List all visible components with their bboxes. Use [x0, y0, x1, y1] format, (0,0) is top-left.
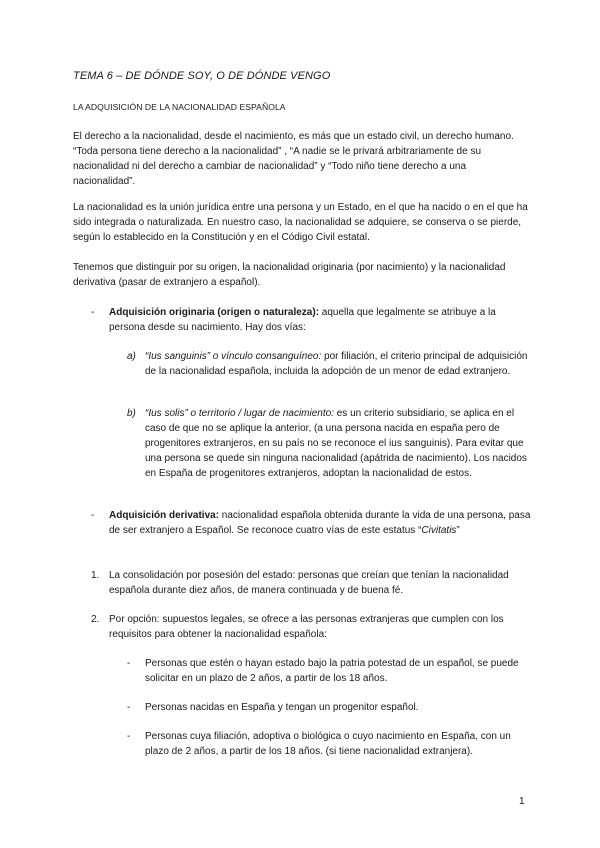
list-item-originaria [109, 305, 531, 335]
ius-solis-label: “Ius solis” o territorio / lugar de nacimiento: [145, 408, 334, 419]
numbered-item-opcion: Por opción: supuestos legales, se ofrece a las personas extranjeras que cumplen con los requisitos para obtener la nacionalidad española: [109, 614, 504, 640]
originaria-text: aquella que legalmente se atribuye a la persona desde su nacimiento. Hay dos vías: [109, 307, 496, 333]
bullet-marker: - [127, 731, 131, 742]
page-number: 1 [519, 796, 525, 807]
numbered-item-consolidacion: La consolidación por posesión del estado: personas que creían que tenían la nacionalidad española durante diez años, de manera continuada y de buena fé. [109, 570, 509, 596]
ius-sanguinis-label: “Ius sanguinis” o vínculo consanguíneo: [145, 351, 322, 362]
item-b-marker: b) [127, 408, 136, 419]
section-heading: LA ADQUISICIÓN DE LA NACIONALIDAD ESPAÑOLA [73, 102, 286, 112]
bullet-marker: - [91, 510, 95, 521]
sub-item-patria-potestad: Personas que estén o hayan estado bajo la patria potestad de un español, se puede solicitar en un plazo de 2 años, a partir de los 18 años. [145, 658, 519, 684]
paragraph-origin-types: Tenemos que distinguir por su origen, la nacionalidad originaria (por nacimiento) y la nacionalidad derivativa (pasar de extranjero a español). [73, 262, 506, 288]
derivativa-close-quote: ” [456, 525, 460, 536]
bullet-marker: - [127, 658, 131, 669]
derivativa-label: Adquisición derivativa: [109, 510, 220, 521]
originaria-label: Adquisición originaria (origen o naturaleza): [109, 307, 320, 318]
bullet-marker: - [127, 702, 131, 713]
derivativa-text: nacionalidad española obtenida durante la vida de una persona, pasa de ser extranjero a Español. Se reconoce cuatro vías de este estatus “ [109, 510, 531, 536]
paragraph-nationality-right: El derecho a la nacionalidad, desde el nacimiento, es más que un estado civil, un derecho humano. “Toda persona tiene derecho a la nacionalidad” , “A nadie se le privará arbitrariamente de su nacionalidad ni del derecho a cambiar de nacionalidad” y “Todo niño tiene derecho a una nacionalidad”. [73, 131, 514, 187]
ius-solis-text: es un criterio subsidiario, se aplica en el caso de que no se aplique la anterior, (a una persona nacida en españa pero de progenitores extranjeros, en su país no se reconoce el ius sanguinis). Para evitar que una persona se quede sin ninguna nacionalidad (apátrida de nacimiento). Los nacidos en España de progenitores extranjeros, adoptan la nacionalidad de estos. [145, 408, 527, 479]
list-item-ius-solis [145, 406, 531, 481]
num2-marker: 2. [91, 614, 100, 625]
sub-item-filiacion: Personas cuya filiación, adoptiva o biológica o cuyo nacimiento en España, con un plazo de 2 años, a partir de los 18 años. (si tiene nacionalidad extranjera). [145, 731, 511, 757]
sub-item-nacidos-espana: Personas nacidas en España y tengan un progenitor español. [145, 702, 419, 713]
ius-sanguinis-text: por filiación, el criterio principal de adquisición de la nacionalidad española, incluida la adopción de un menor de edad extranjero. [145, 351, 528, 377]
item-a-marker: a) [127, 351, 136, 362]
bullet-marker: - [91, 307, 95, 318]
civitatis-term: Civitatis [421, 525, 457, 536]
list-item-derivativa [109, 508, 531, 538]
paragraph-nationality-definition: La nacionalidad es la unión jurídica entre una persona y un Estado, en el que ha nacido o en el que ha sido integrada o naturalizada. En nuestro caso, la nacionalidad se adquiere, se conserva o se pierde, según lo establecido en la Constitución y en el Código Civil estatal. [73, 202, 528, 243]
document-title: TEMA 6 – DE DÓNDE SOY, O DE DÓNDE VENGO [73, 70, 331, 82]
list-item-ius-sanguinis [145, 349, 531, 379]
num1-marker: 1. [91, 570, 100, 581]
